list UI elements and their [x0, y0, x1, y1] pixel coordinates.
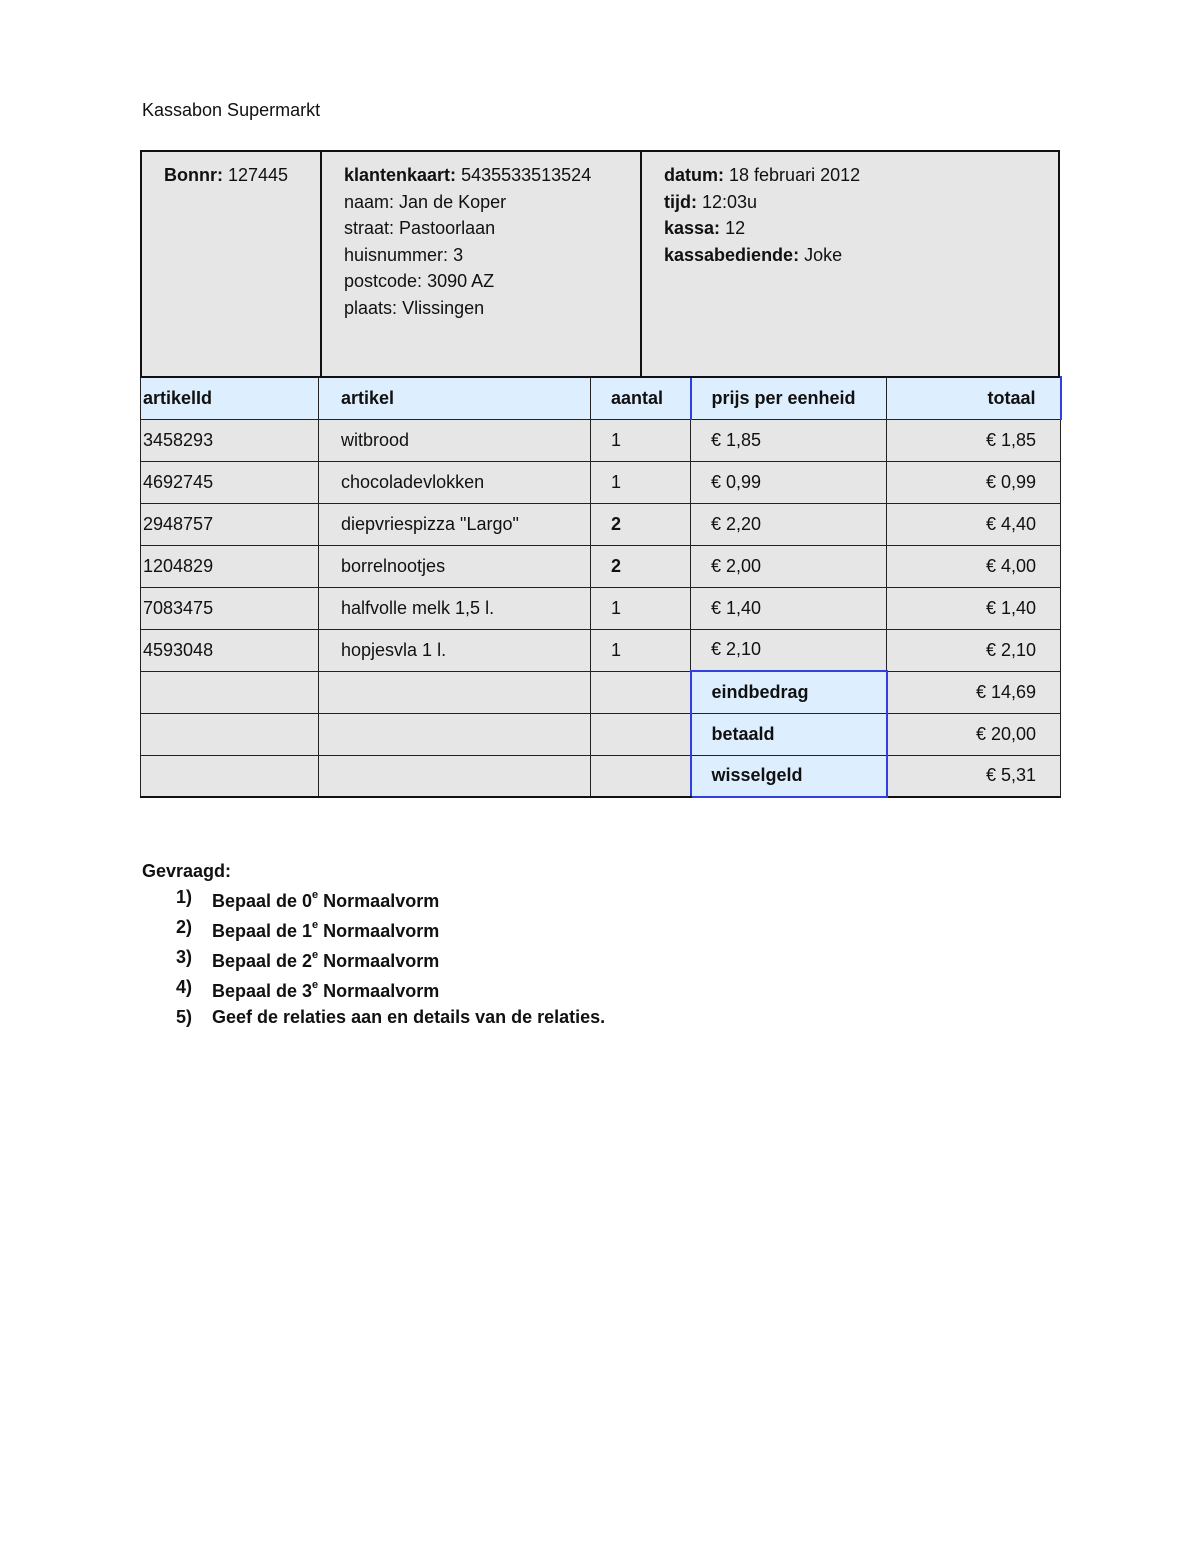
- cell-totaal: € 4,00: [887, 545, 1061, 587]
- table-row: [141, 419, 1061, 461]
- page-title: Kassabon Supermarkt: [142, 100, 321, 120]
- cell-totaal: € 0,99: [887, 461, 1061, 503]
- cell-aantal: 1: [591, 629, 691, 671]
- summary-label: eindbedrag: [691, 671, 887, 713]
- naam-label: naam:: [344, 191, 395, 212]
- cell-artikel: chocoladevlokken: [319, 461, 591, 503]
- transaction-cell: [640, 152, 1058, 376]
- cell-artikelid: 4593048: [141, 629, 319, 671]
- table-row: [141, 587, 1061, 629]
- empty-cell: [141, 671, 319, 713]
- questions-list: [142, 884, 605, 1030]
- cell-artikel: borrelnootjes: [319, 545, 591, 587]
- cell-artikel: witbrood: [319, 419, 591, 461]
- question-sup: e: [312, 979, 319, 991]
- cell-prijs: € 1,40: [691, 587, 887, 629]
- bonnr-cell: [142, 152, 320, 376]
- question-text-end: Normaalvorm: [318, 921, 440, 941]
- cell-artikelid: 4692745: [141, 461, 319, 503]
- receipt-header: [140, 150, 1060, 376]
- empty-cell: [141, 713, 319, 755]
- col-header-artikelid: artikelId: [141, 377, 319, 419]
- empty-cell: [591, 713, 691, 755]
- list-item: [142, 944, 605, 974]
- cell-artikelid: 1204829: [141, 545, 319, 587]
- plaats-value: Vlissingen: [402, 297, 485, 318]
- table-row: [141, 629, 1061, 671]
- list-item: [142, 884, 605, 914]
- question-text: Bepaal de 0: [212, 891, 313, 911]
- cell-aantal: 1: [591, 419, 691, 461]
- empty-cell: [319, 671, 591, 713]
- summary-label: betaald: [691, 713, 887, 755]
- summary-row-betaald: [141, 713, 1061, 755]
- summary-value: € 20,00: [887, 713, 1061, 755]
- cell-prijs: € 2,20: [691, 503, 887, 545]
- cell-totaal: € 1,40: [887, 587, 1061, 629]
- question-sup: e: [312, 919, 319, 931]
- huisnummer-value: 3: [453, 244, 464, 265]
- question-number: 5): [176, 1007, 193, 1027]
- cell-artikelid: 2948757: [141, 503, 319, 545]
- question-number: 2): [176, 917, 193, 937]
- empty-cell: [319, 713, 591, 755]
- list-item: [142, 914, 605, 944]
- cell-artikel: hopjesvla 1 l.: [319, 629, 591, 671]
- summary-label: wisselgeld: [691, 755, 887, 797]
- table-header-row: [141, 377, 1061, 419]
- cell-artikel: diepvriespizza "Largo": [319, 503, 591, 545]
- kassabediende-label: kassabediende:: [664, 244, 800, 265]
- cell-totaal: € 4,40: [887, 503, 1061, 545]
- question-sup: e: [312, 889, 319, 901]
- question-text-end: Normaalvorm: [318, 951, 440, 971]
- question-text: Geef de relaties aan en details van de relaties.: [212, 1007, 606, 1027]
- cell-aantal: 2: [591, 545, 691, 587]
- huisnummer-label: huisnummer:: [344, 244, 449, 265]
- empty-cell: [591, 755, 691, 797]
- question-text: Bepaal de 3: [212, 981, 313, 1001]
- list-item: [142, 974, 605, 1004]
- postcode-value: 3090 AZ: [427, 271, 495, 291]
- cell-aantal: 1: [591, 461, 691, 503]
- naam-value: Jan de Koper: [399, 191, 507, 212]
- question-number: 3): [176, 947, 193, 967]
- items-table: [140, 376, 1062, 798]
- question-sup: e: [312, 949, 319, 961]
- cell-artikelid: 7083475: [141, 587, 319, 629]
- cell-prijs: € 0,99: [691, 461, 887, 503]
- col-header-totaal: totaal: [887, 377, 1061, 419]
- cell-totaal: € 2,10: [887, 629, 1061, 671]
- questions-heading: Gevraagd:: [142, 861, 232, 881]
- klantenkaart-label: klantenkaart:: [344, 165, 457, 185]
- question-text-end: Normaalvorm: [318, 891, 440, 911]
- tijd-value: 12:03u: [702, 191, 758, 212]
- summary-value: € 14,69: [887, 671, 1061, 713]
- kassa-value: 12: [725, 218, 746, 238]
- cell-prijs: € 2,00: [691, 545, 887, 587]
- straat-value: Pastoorlaan: [399, 218, 496, 238]
- cell-artikelid: 3458293: [141, 419, 319, 461]
- list-item: [142, 1004, 605, 1030]
- empty-cell: [591, 671, 691, 713]
- bonnr-label: Bonnr:: [164, 165, 223, 185]
- table-row: [141, 503, 1061, 545]
- col-header-prijs: prijs per eenheid: [691, 377, 887, 419]
- cell-prijs: € 1,85: [691, 419, 887, 461]
- cell-prijs: € 2,10: [691, 629, 887, 671]
- empty-cell: [319, 755, 591, 797]
- table-row: [141, 545, 1061, 587]
- cell-totaal: € 1,85: [887, 419, 1061, 461]
- bonnr-value: 127445: [228, 165, 289, 185]
- customer-cell: [320, 152, 640, 376]
- question-text: Bepaal de 2: [212, 951, 313, 971]
- col-header-aantal: aantal: [591, 377, 691, 419]
- col-header-artikel: artikel: [319, 377, 591, 419]
- summary-value: € 5,31: [887, 755, 1061, 797]
- receipt: [140, 150, 1060, 798]
- kassa-label: kassa:: [664, 218, 721, 238]
- datum-label: datum:: [664, 165, 724, 185]
- tijd-label: tijd:: [664, 191, 697, 212]
- question-text: Bepaal de 1: [212, 921, 313, 941]
- question-number: 4): [176, 977, 193, 997]
- kassabediende-value: Joke: [804, 244, 843, 265]
- plaats-label: plaats:: [344, 297, 398, 318]
- cell-aantal: 1: [591, 587, 691, 629]
- straat-label: straat:: [344, 218, 395, 238]
- cell-aantal: 2: [591, 503, 691, 545]
- datum-value: 18 februari 2012: [729, 165, 861, 185]
- table-row: [141, 461, 1061, 503]
- question-text-end: Normaalvorm: [318, 981, 440, 1001]
- postcode-label: postcode:: [344, 271, 423, 291]
- questions-section: [142, 858, 605, 1030]
- summary-row-eindbedrag: [141, 671, 1061, 713]
- question-number: 1): [176, 887, 193, 907]
- klantenkaart-value: 5435533513524: [461, 165, 592, 185]
- cell-artikel: halfvolle melk 1,5 l.: [319, 587, 591, 629]
- summary-row-wisselgeld: [141, 755, 1061, 797]
- empty-cell: [141, 755, 319, 797]
